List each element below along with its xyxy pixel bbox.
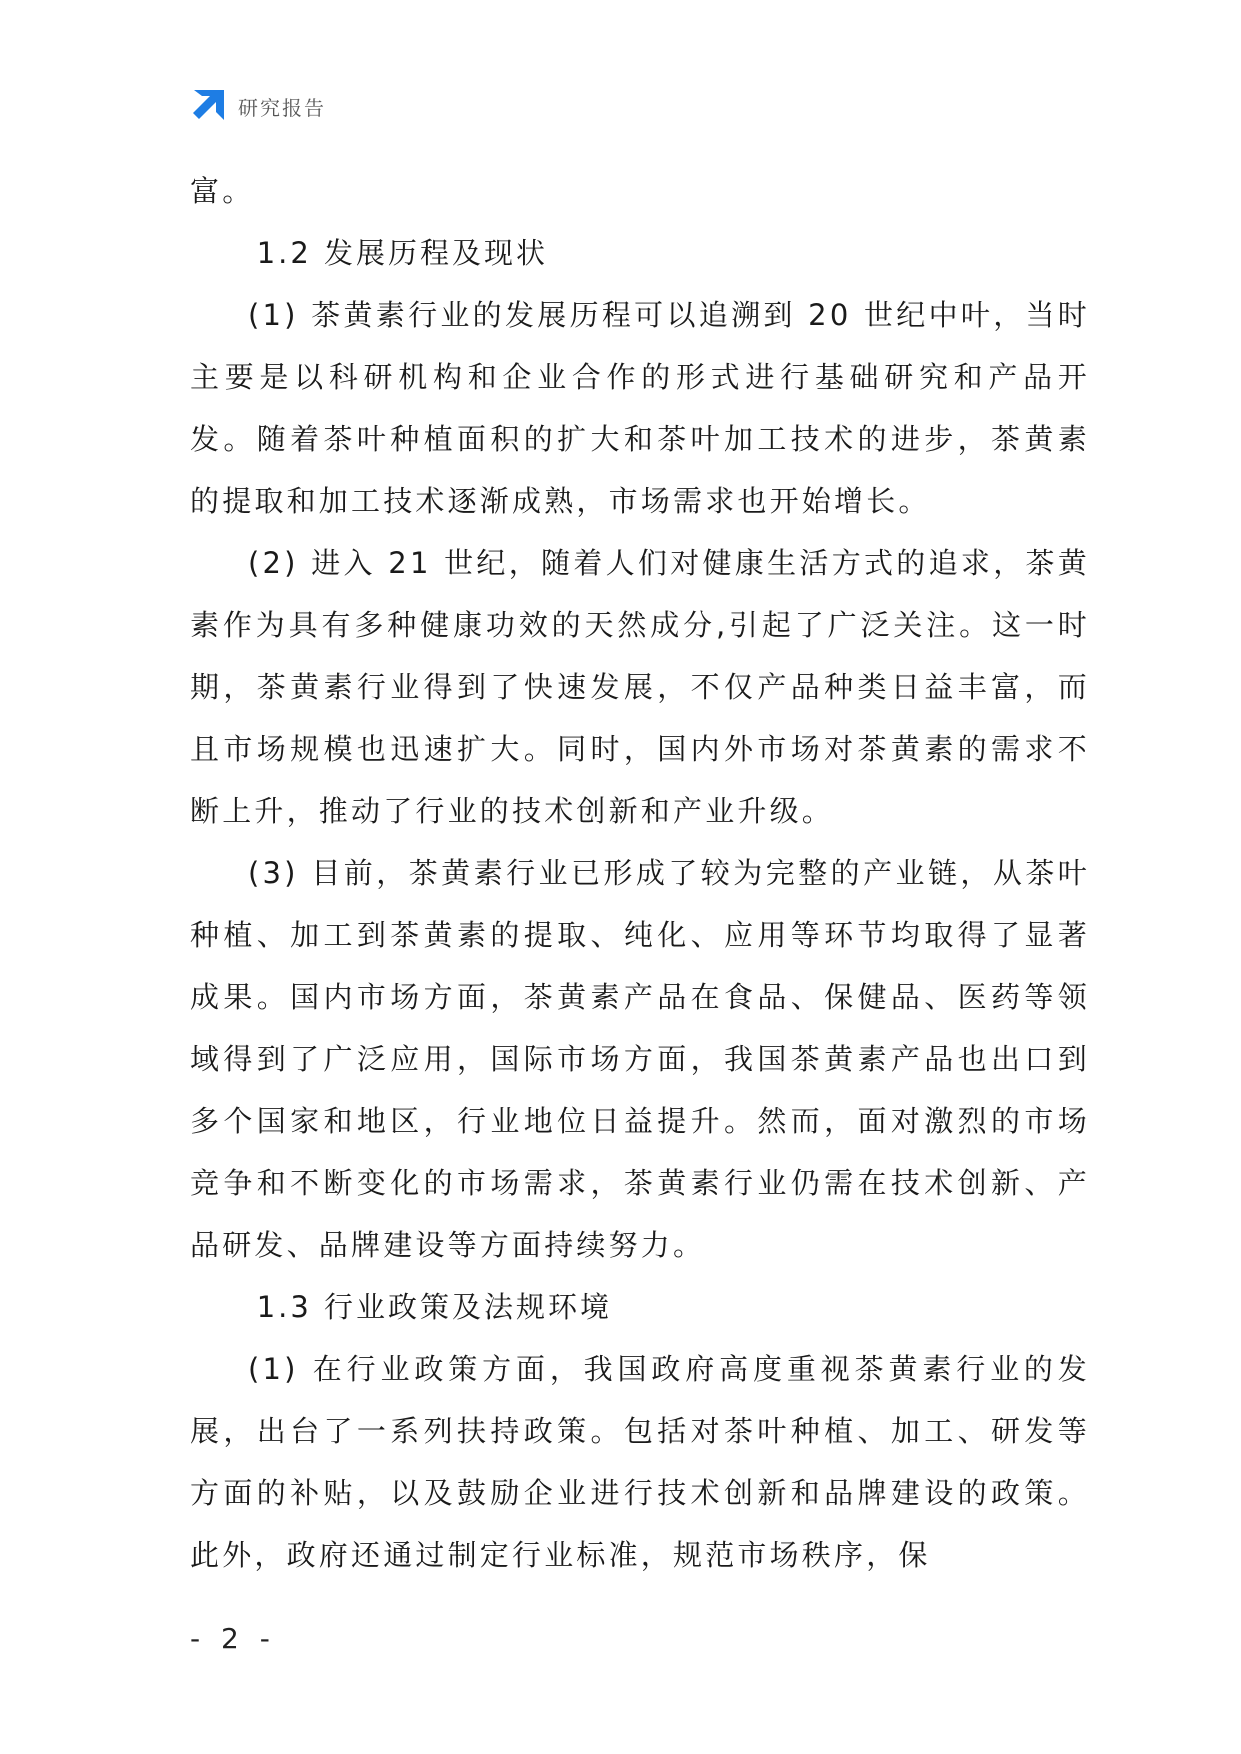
paragraph-1: (1) 茶黄素行业的发展历程可以追溯到 20 世纪中叶，当时主要是以科研机构和企业合作的形式进行基础研究和产品开发。随着茶叶种植面积的扩大和茶叶加工技术的进步，茶黄素的提取和加工技术逐渐成熟，市场需求也开始增长。 [190, 298, 1090, 518]
arrow-up-right-icon [190, 88, 226, 124]
paragraph-3: (3) 目前，茶黄素行业已形成了较为完整的产业链，从茶叶种植、加工到茶黄素的提取、纯化、应用等环节均取得了显著成果。国内市场方面，茶黄素产品在食品、保健品、医药等领域得到了广泛应用，国际市场方面，我国茶黄素产品也出口到多个国家和地区，行业地位日益提升。然而，面对激烈的市场竞争和不断变化的市场需求，茶黄素行业仍需在技术创新、产品研发、品牌建设等方面持续努力。 [190, 856, 1090, 1262]
section-heading-1-3: 1.3 行业政策及法规环境 [256, 1290, 613, 1324]
page-number: - 2 - [190, 1622, 276, 1655]
paragraph-4: (1) 在行业政策方面，我国政府高度重视茶黄素行业的发展，出台了一系列扶持政策。包括对茶叶种植、加工、研发等方面的补贴，以及鼓励企业进行技术创新和品牌建设的政策。此外，政府还通过制定行业标准，规范市场秩序，保 [190, 1352, 1090, 1572]
section-heading-1-2: 1.2 发展历程及现状 [256, 236, 549, 270]
paragraph-continuation: 富。 [190, 174, 255, 208]
paragraph-2: (2) 进入 21 世纪，随着人们对健康生活方式的追求，茶黄素作为具有多种健康功效的天然成分,引起了广泛关注。这一时期，茶黄素行业得到了快速发展，不仅产品种类日益丰富，而且市场规模也迅速扩大。同时，国内外市场对茶黄素的需求不断上升，推动了行业的技术创新和产业升级。 [190, 546, 1090, 828]
header-label: 研究报告 [238, 95, 326, 120]
page-header [190, 88, 326, 124]
document-body [190, 160, 1090, 1586]
